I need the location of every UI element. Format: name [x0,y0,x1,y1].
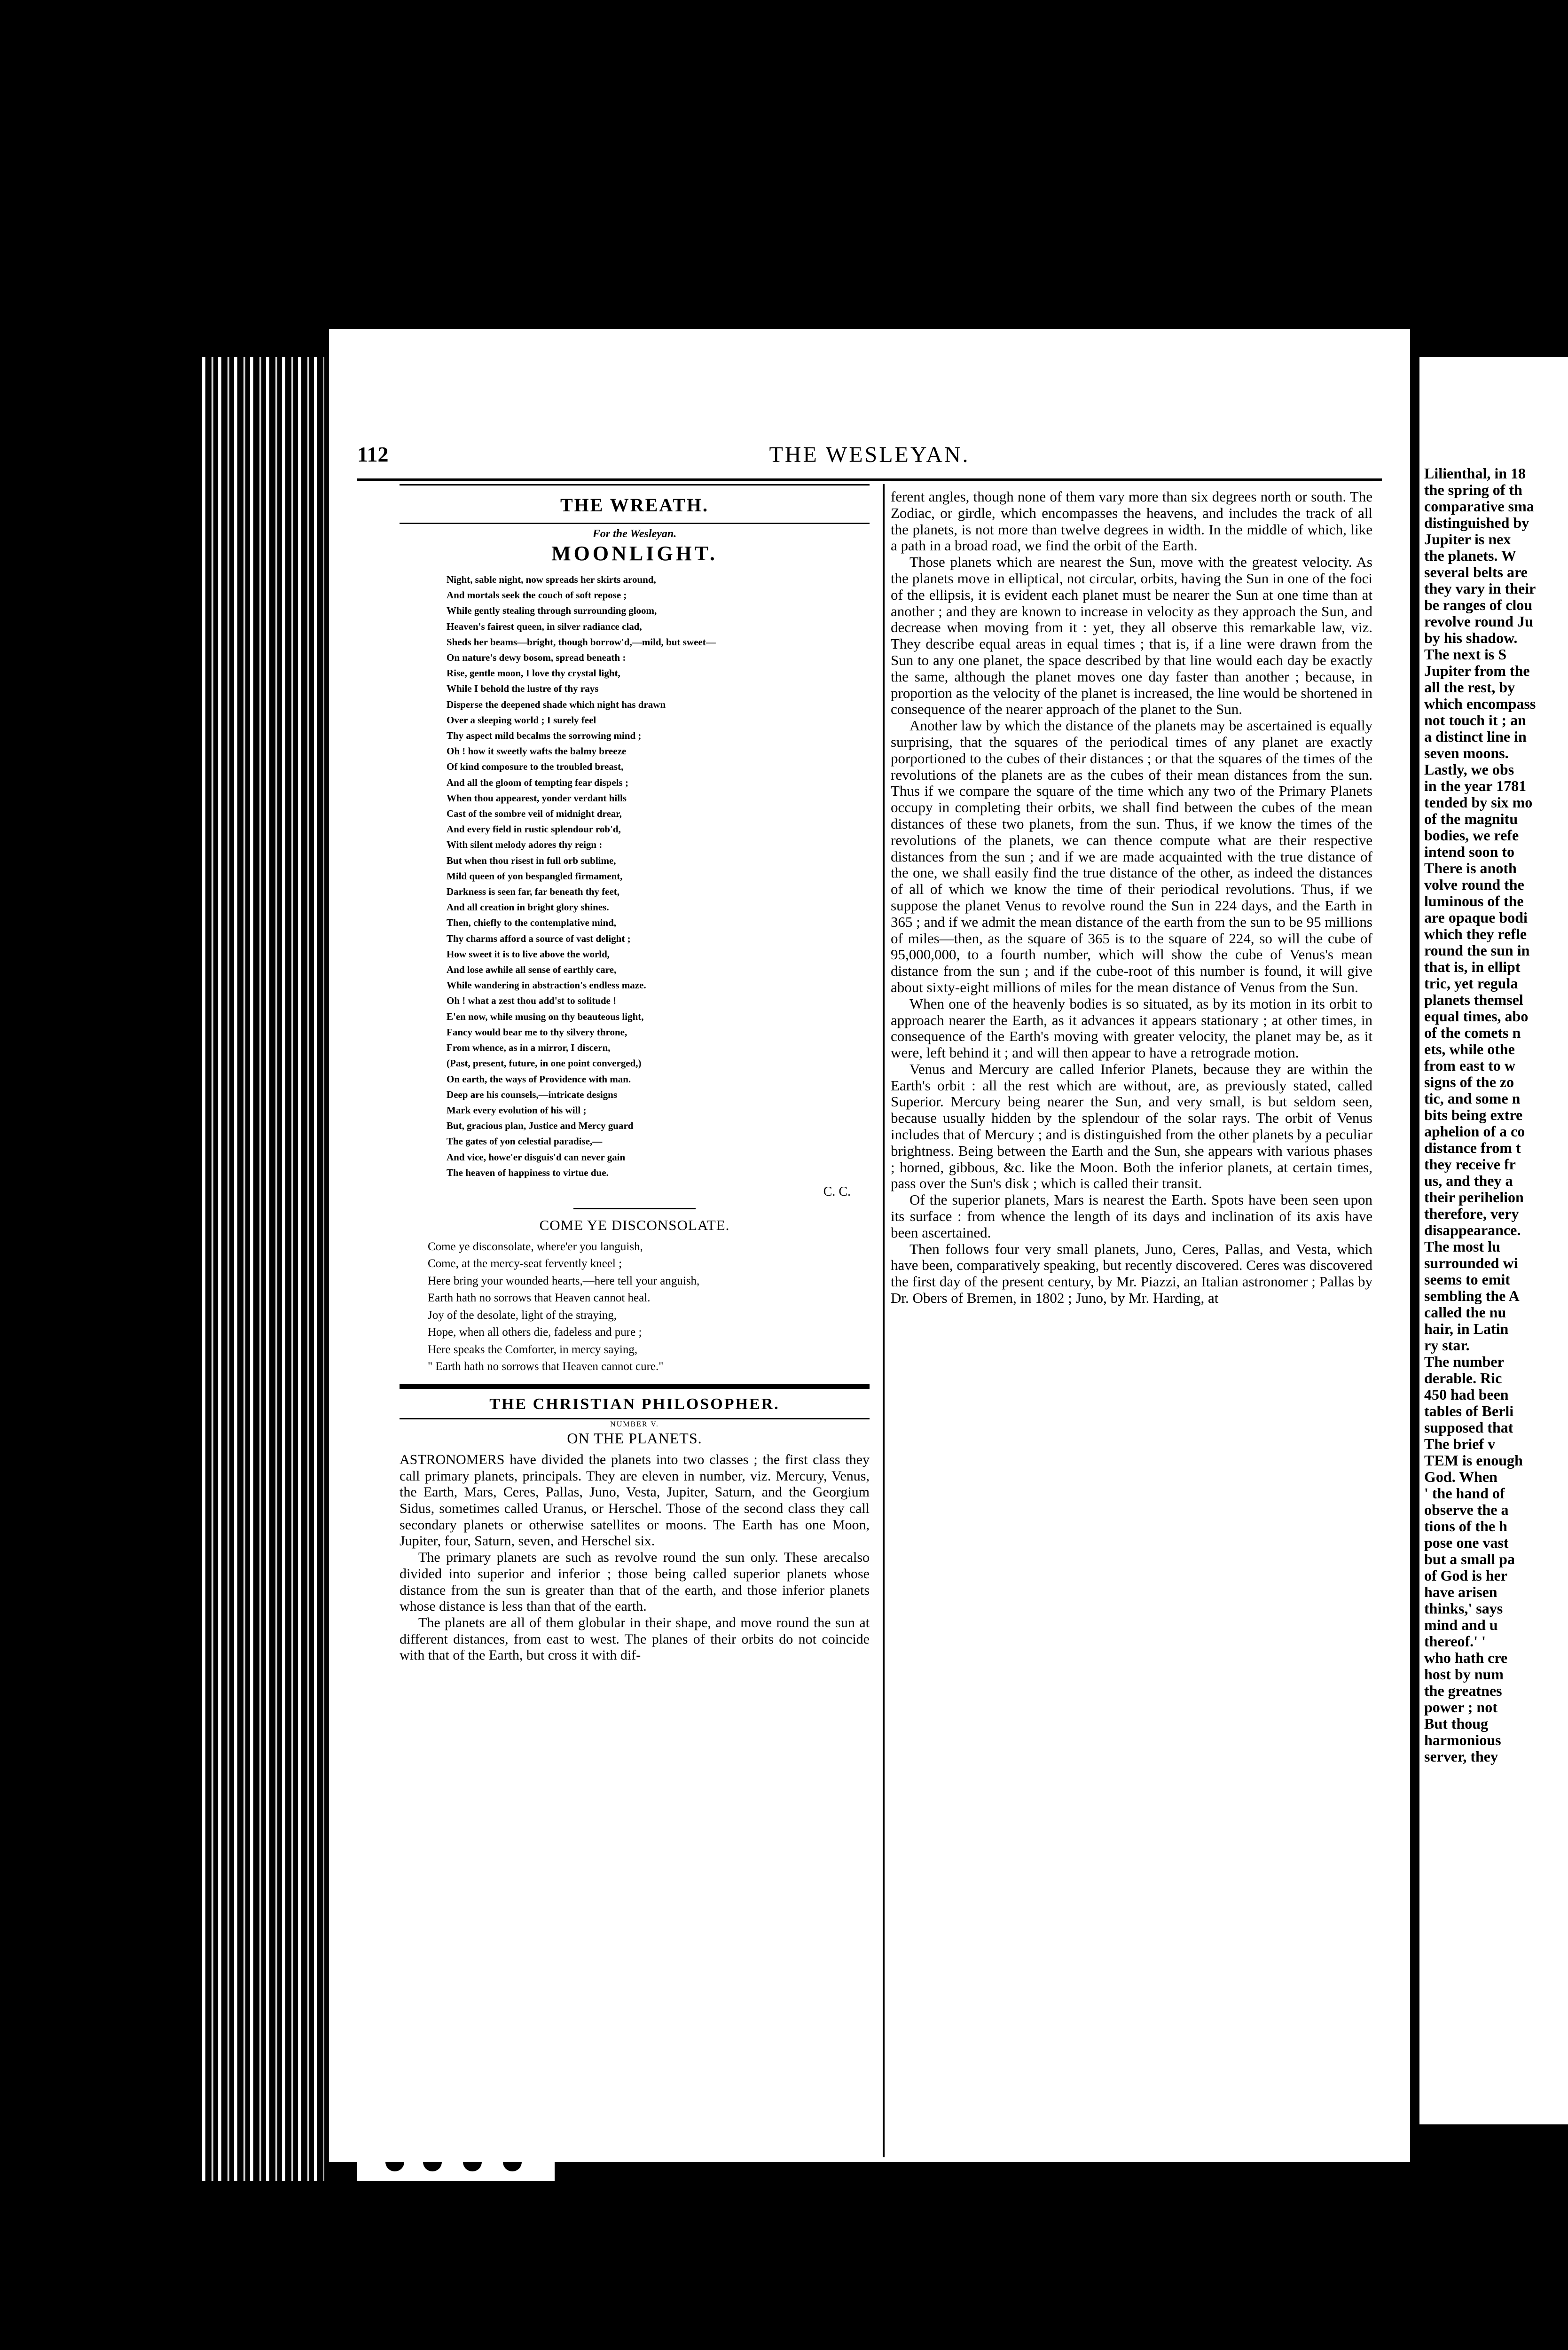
right-column [891,484,1372,2157]
column-divider [883,484,885,2157]
section-rule [400,484,870,486]
book-page-edges [202,357,324,2181]
article-paragraph: When one of the heavenly bodies is so situated, as by its motion in its orbit to approach nearer the Earth, as it advances it appears stationary ; at other times, in consequence of the Earth's moving with greater velocity, the planet may be, as it were, left behind it ; and will then appear to have a retrograde motion. [891,995,1372,1061]
right-column-rule [891,478,1372,481]
section-rule-thick [400,1384,870,1389]
article-paragraph: The primary planets are such as revolve round the sun only. These arecalso divided into superior and inferior ; those being called superior planets whose distance from the sun is greater than that of the earth, and those inferior planets whose distance is less than that of the earth. [400,1550,870,1614]
article-paragraph: Of the superior planets, Mars is nearest the Earth. Spots have been seen upon its surface : from whence the length of its days and inclination of its axis have been ascertained. [891,1191,1372,1241]
article-paragraph: Then follows four very small planets, Juno, Ceres, Pallas, and Vesta, which have been, comparatively speaking, but recently discovered. Ceres was discovered the first day of the present century, by Mr. Piazzi, an Italian astronomer ; Pallas by Dr. Obers of Bremen, in 1802 ; Juno, by Mr. Harding, at [891,1240,1372,1307]
journal-title: THE WESLEYAN. [769,442,970,467]
section-rule [400,1418,870,1419]
left-column [400,484,870,2157]
article-number: NUMBER V. [610,1420,659,1428]
adjacent-page-text: Lilienthal, in 18 the spring of th comparative sma distinguished by Jupiter is nex the planets. W several belts are they vary in their be ranges of clou revolve round Ju by his shadow. The next is S Jupiter from the all the rest, by which encompass not touch it ; an a distinct line in seven moons. Lastly, we obs in the year 1781 tended by six mo of the magnitu bodies, we refe intend soon to There is anoth volve round the luminous of the are opaque bodi which they refle round the sun in that is, in ellipt tric, yet regula planets themsel equal times, abo of the comets n ets, while othe from east to w signs of the zo tic, and some n bits being extre aphelion of a co distance from t they receive fr us, and they a their perihelion therefore, very disappearance. The most lu surrounded wi seems to emit sembling the A called the nu hair, in Latin ry star. The number derable. Ric 450 had been tables of Berli supposed that The brief v TEM is enough God. When ' the hand of observe the a tions of the h pose one vast but a small pa of God is her have arisen thinks,' says mind and u thereof.' ' who hath cre host by num the greatnes power ; not But thoug harmonious server, they [1424,465,1536,1765]
page-number: 112 [357,442,389,466]
poem-title: MOONLIGHT. [551,542,718,565]
article-paragraph: Venus and Mercury are called Inferior Planets, because they are within the Earth's orbit : all the rest which are without, are, as previously stated, called Superior. Mercury being nearer the Sun, and very small, is but seldom seen, because usually hidden by the splendour of the solar rays. The orbit of Venus includes that of Mercury ; and is distinguished from the other planets by a peculiar brightness. Being between the Earth and the Sun, she appears with various phases ; horned, gibbous, &c. like the Moon. Both the inferior planets, at certain times, pass over the Sun's disk ; which is called their transit. [891,1060,1372,1192]
article-subtitle: ON THE PLANETS. [567,1429,702,1447]
article-paragraph: The planets are all of them globular in their shape, and move round the sun at different distances, from east to west. The planes of their orbits do not coincide with that of the Earth, but cross it with dif- [400,1614,870,1663]
article-paragraph: ferent angles, though none of them vary more than six degrees north or south. The Zodiac, or girdle, which encompasses the heavens, and includes the track of all the planets, is not more than twelve degrees in width. In the middle of which, like a path in a broad road, we find the orbit of the Earth. [891,488,1372,554]
moonlight-poem: Night, sable night, now spreads her skirts around, And mortals seek the couch of soft repose ; While gently stealing through surrounding gloom, Heaven's fairest queen, in silver radiance clad, Sheds her beams—bright, though borrow'd,—mild, but sweet— On nature's dewy bosom, spread beneath : Rise, gentle moon, I love thy crystal light, While I behold the lustre of thy rays Disperse the deepened shade which night has drawn Over a sleeping world ; I surely feel Thy aspect mild becalms the sorrowing mind ; Oh ! how it sweetly wafts the balmy breeze Of kind composure to the troubled breast, And all the gloom of tempting fear dispels ; When thou appearest, yonder verdant hills Cast of the sombre veil of midnight drear, And every field in rustic splendour rob'd, With silent melody adores thy reign : But when thou risest in full orb sublime, Mild queen of yon bespangled firmament, Darkness is seen far, far beneath thy feet, And all creation in bright glory shines. Then, chiefly to the contemplative mind, Thy charms afford a source of vast delight ; How sweet it is to live above the world, And lose awhile all sense of earthly care, While wandering in abstraction's endless maze. Oh ! what a zest thou add'st to solitude ! E'en now, while musing on thy beauteous light, Fancy would bear me to thy silvery throne, From whence, as in a mirror, I discern, (Past, present, future, in one point converged,) On earth, the ways of Providence with man. Deep are his counsels,—intricate designs Mark every evolution of his will ; But, gracious plan, Justice and Mercy guard The gates of yon celestial paradise,— And vice, howe'er disguis'd can never gain The heaven of happiness to virtue due. [447,574,716,1178]
article-title: THE CHRISTIAN PHILOSOPHER. [489,1395,780,1413]
article-paragraph: Another law by which the distance of the planets may be ascertained is equally surprising, that the squares of the periodical times of any planet are exactly porportioned to the cubes of their distances ; or that the squares of the times of the revolutions of the planets are as the cubes of their mean distances from the sun. Thus if we compare the square of the time which any two of the Primary Planets occupy in completing their orbits, we shall find between the cubes of the mean distances of these two planets, from the sun. Thus, if we know the times of the revolutions of the planets, we can thence compute what are their respective distances from the sun ; and if we are made acquainted with the true distance of the one, we shall easily find the true distance of the other, as indeed the distances of all of which we know the time of their periodical revolutions. Thus, if we suppose the planet Venus to revolve round the Sun in 224 days, and the Earth in 365 ; and if we admit the mean distance of the earth from the sun to be 95 millions of miles—then, as the square of 365 is to the square of 224, so will the cube of 95,000,000, to a fourth number, which will show the cube of Venus's mean distance from the sun ; and if the cube-root of this number is found, it will give about sixty-eight millions of miles for the mean distance of Venus from the Sun. [891,717,1372,995]
newspaper-page [329,329,1410,2162]
poem-signature: C. C. [823,1184,851,1199]
page-header [357,442,1382,475]
poem-byline: For the Wesleyan. [592,528,677,540]
wreath-section-title: THE WREATH. [560,494,709,516]
hymn-title: COME YE DISCONSOLATE. [539,1216,730,1233]
article-paragraph: ASTRONOMERS have divided the planets into two classes ; the first class they call primary planets, principals. They are eleven in number, viz. Mercury, Venus, the Earth, Mars, Ceres, Pallas, Juno, Vesta, Jupiter, Saturn, and the Georgium Sidus, sometimes called Uranus, or Herschel. Those of the second class they call secondary planets or otherwise satellites or moons. The Earth has one Moon, Jupiter, four, Saturn, seven, and Herschel six. [400,1451,870,1549]
adjacent-page-cropped [1419,357,1568,2124]
article-paragraph: Those planets which are nearest the Sun, move with the greatest velocity. As the planets move in elliptical, not circular, orbits, having the Sun in one of the foci of the ellipsis, it is evident each planet must be nearer the Sun at one time than at another ; and they are known to increase in velocity as they approach the Sun, and decrease when moving from it : yet, they all observe this remarkable law, viz. They describe equal areas in equal times ; that is, if a line were drawn from the Sun to any one planet, the space described by that line would each day be exactly the same, although the planet moves one day faster than another ; because, in proportion as the velocity of the planet is increased, the line would be shortened in consequence of the nearer approach of the planet to the Sun. [891,554,1372,718]
section-rule [400,523,870,524]
hymn-text: Come ye disconsolate, where'er you languish, Come, at the mercy-seat fervently kneel ; Here bring your wounded hearts,—here tell your anguish, Earth hath no sorrows that Heaven cannot heal. Joy of the desolate, light of the straying, Hope, when all others die, fadeless and pure ; Here speaks the Comforter, in mercy saying, " Earth hath no sorrows that Heaven cannot cure." [428,1240,700,1373]
short-rule [573,1208,696,1209]
